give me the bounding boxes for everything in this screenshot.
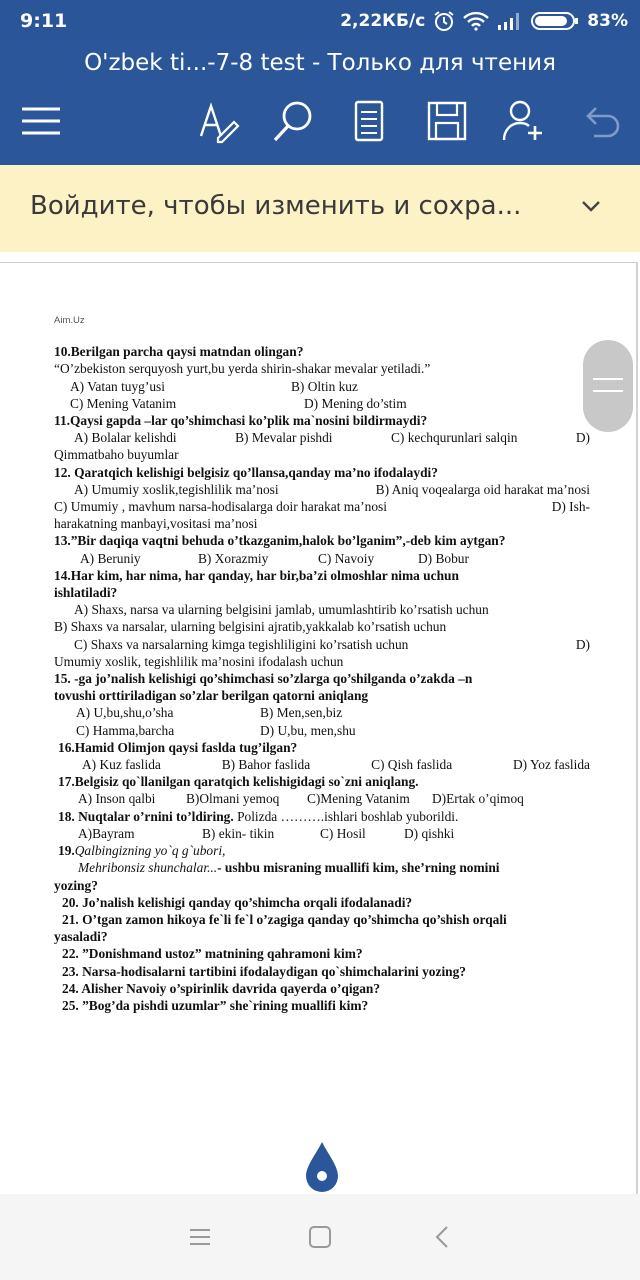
recent-apps-icon[interactable] [187,1224,213,1250]
question-17-options [54,790,590,807]
option: D) Ish- [551,499,590,515]
question-17: 17.Belgisiz qo`llanilgan qaratqich kelishigidagi so`zni aniqlang. [58,774,419,790]
question-10-options-ab [54,378,590,395]
question-10: 10.Berilgan parcha qaysi matndan olingan? [54,344,304,360]
scroll-thumb-grip [593,378,623,380]
option: C)Mening Vatanim [307,791,410,807]
scroll-thumb-grip [593,390,623,392]
search-icon[interactable] [270,98,316,144]
question-10-options-cd [54,395,590,412]
option: B) Xorazmiy [198,550,269,566]
document-title: O'zbek ti...-7-8 test - Только для чтения [84,50,556,76]
question-16-options [54,756,590,773]
undo-icon[interactable] [578,98,624,144]
question-20: 20. Jo’nalish kelishigi qanday qo’shimcha orqali ifodalanadi? [62,894,413,910]
home-icon[interactable] [307,1224,333,1250]
sign-in-banner[interactable] [0,165,640,253]
question-11: 11.Qaysi gapda –lar qo’shimchasi ko’plik ma`nosini bildirmaydi? [54,413,428,429]
question-11-options [54,429,590,446]
option: D) Bobur [418,550,469,566]
question-12-options-ab [54,481,590,498]
option: C) Navoiy [318,550,375,566]
wifi-icon [463,11,489,31]
question-19-number: 19. [58,843,75,859]
question-15-options-ab [54,704,590,721]
option: B) Aniq voqealarga oid harakat ma’nosi [375,481,590,497]
option: C) Mening Vatanim [70,395,177,411]
question-15-options-cd [54,722,590,739]
question-16: 16.Hamid Olimjon qaysi faslda tug’ilgan? [58,739,298,755]
question-21: 21. O’tgan zamon hikoya fe`li fe`l o’zagiga qanday qo’shimcha qo’shish orqali [62,911,507,927]
question-19-line-2 [54,859,590,876]
question-14: 14.Har kim, har nima, har qanday, har bir,ba’zi olmoshlar nima uchun [54,567,459,583]
reading-view-icon[interactable] [346,98,392,144]
option: A) U,bu,shu,o’sha [76,705,174,721]
share-person-icon[interactable] [500,98,546,144]
question-12-cont: harakatning manbayi,vositasi ma’nosi [54,516,258,532]
option: D) Mening do’stim [304,395,407,411]
signal-icon [497,11,523,31]
question-14-option-a: A) Shaxs, narsa va ularning belgisini jamlab, umumlashtirib ko’rsatish uchun [74,602,489,618]
option: C) Umumiy , mavhum narsa-hodisalarga doir harakat ma’nosi [54,499,387,515]
menu-icon[interactable] [18,98,64,144]
option: A) Bolalar kelishdi [74,430,177,446]
battery-icon [531,11,579,31]
option: D) U,bu, men,shu [260,722,356,738]
alarm-icon [433,10,455,32]
status-time: 9:11 [20,10,68,32]
option: C) Hamma,barcha [76,722,175,738]
option: A) Vatan tuyg’usi [70,378,165,394]
option: D)Ertak o’qimoq [432,791,524,807]
question-10-text: “O’zbekiston serquyosh yurt,bu yerda shirin-shakar mevalar yetiladi.” [54,361,431,377]
option: A) Beruniy [80,550,141,566]
question-12: 12. Qaratqich kelishigi belgisiz qo’llansa,qanday ma’no ifodalaydi? [54,464,438,480]
scroll-thumb[interactable] [583,340,633,432]
option: D) [575,430,590,446]
back-icon[interactable] [430,1224,456,1250]
question-15: 15. -ga jo’nalish kelishigi qo’shimchasi so’zlarga qo’shilganda o’zakda –n [54,671,473,687]
option: A) Inson qalbi [78,791,156,807]
pen-icon[interactable] [196,98,242,144]
question-11-cont: Qimmatbaho buyumlar [54,447,179,463]
option: A)Bayram [78,825,135,841]
drop-handle-icon[interactable] [304,1140,340,1194]
status-right [340,10,628,32]
option: C) kechqurunlari salqin [390,430,518,446]
question-13-options [54,550,590,567]
question-18-title: 18. Nuqtalar o’rnini to’ldiring. [58,808,234,824]
chevron-down-icon[interactable] [580,195,602,217]
question-14-option-b: B) Shaxs va narsalar, ularning belgisini ajratib,yakkalab ko’rsatish uchun [54,619,447,635]
option: B) Oltin kuz [291,378,358,394]
question-13: 13.”Bir daqiqa vaqtni behuda o’tkazganim,halok bo’lganim”,-deb kim aytgan? [54,533,506,549]
question-14-cont: ishlatiladi? [54,585,118,601]
question-18-rest: Polizda ……….ishlari boshlab yuborildi. [233,808,459,824]
option: D) qishki [404,825,455,841]
question-19-verse-1: Qalbingizning yo`q g`ubori, [74,843,226,859]
question-18 [54,808,590,825]
question-22: 22. ”Donishmand ustoz” matnining qahramoni kim? [62,946,363,962]
network-speed: 2,22КБ/с [340,11,426,31]
option: B) Mevalar pishdi [235,430,333,446]
option: B) Men,sen,biz [260,705,343,721]
option: C) Qish faslida [371,757,453,773]
option: C) Hosil [320,825,366,841]
save-icon[interactable] [424,98,470,144]
question-24: 24. Alisher Navoiy o’spirinlik davrida qayerda o’qigan? [62,980,381,996]
question-18-options [54,825,590,842]
document-page [54,312,590,1014]
question-23: 23. Narsa-hodisalarni tartibini ifodalaydigan qo`shimchalarini yozing? [62,963,467,979]
banner-text: Войдите, чтобы изменить и сохра... [30,191,522,221]
option: B) ekin- tikin [202,825,275,841]
question-19-verse-2: Mehribonsiz shunchalar... [78,860,218,876]
question-15-cont: tovushi orttiriladigan so’zlar berilgan qatorni aniqlang [54,688,369,704]
option: A) Kuz faslida [82,757,161,773]
question-19-cont: yozing? [54,877,98,893]
option: D) Yoz faslida [513,757,590,773]
option: D) [575,636,590,652]
option: C) Shaxs va narsalarning kimga tegishliligini ko’rsatish uchun [74,636,409,652]
question-12-options-cd [54,498,590,515]
battery-percent: 83% [587,11,628,31]
option: B) Bahor faslida [221,757,311,773]
watermark: Aim.Uz [54,315,85,326]
status-bar [0,0,640,42]
option: B)Olmani yemoq [186,791,280,807]
question-25: 25. ”Bog’da pishdi uzumlar” she`rining muallifi kim? [62,997,369,1013]
question-21-cont: yasaladi? [54,929,108,945]
question-19 [54,842,590,859]
option: A) Umumiy xoslik,tegishlilik ma’nosi [74,481,279,497]
question-19-rest: - ushbu misraning muallifi kim, she’rning nomini [217,860,500,876]
question-14-cont-d: Umumiy xoslik, tegishlilik ma’nosini ifodalash uchun [54,653,344,669]
question-14-option-cd [54,636,590,653]
